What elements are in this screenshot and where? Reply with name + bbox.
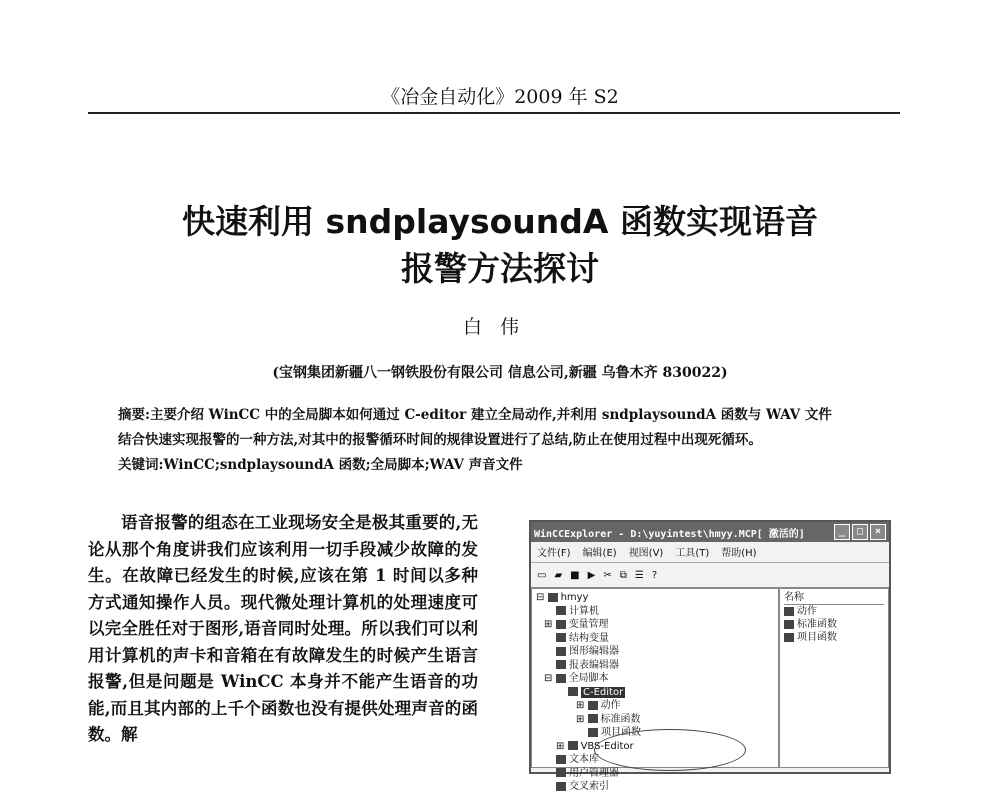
author: 白伟 <box>462 316 537 338</box>
tree-item: 交叉索引 <box>536 780 774 794</box>
window-titlebar <box>531 522 889 542</box>
title-line-1: 快速利用 sndplaysoundA 函数实现语音 <box>182 202 818 241</box>
list-item: 动作 <box>784 605 884 618</box>
new-icon: ▭ <box>537 569 547 581</box>
keywords: 关键词:WinCC;sndplaysoundA 函数;全局脚本;WAV 声音文件 <box>118 457 523 473</box>
play-icon: ▶ <box>587 569 596 581</box>
tree-item: ⊞ 标准函数 <box>576 713 641 725</box>
tree-item: ⊞ VBS-Editor <box>556 740 634 752</box>
window-title: WinCCExplorer - D:\yuyintest\hmyy.MCP[ 激活的] <box>534 528 805 540</box>
tree-item-selected: C-Editor <box>536 686 774 700</box>
tree-item: 计算机 <box>536 605 774 619</box>
figure-wincc-explorer <box>529 520 891 792</box>
header-rule <box>88 112 900 114</box>
menu-view: 视图(V) <box>628 548 664 559</box>
close-icon: × <box>870 524 886 540</box>
menu-edit: 编辑(E) <box>582 548 617 559</box>
list-item: 项目函数 <box>784 631 884 644</box>
journal-header: 《冶金自动化》2009 年 S2 <box>381 86 619 108</box>
abstract-line-2: 结合快速实现报警的一种方法,对其中的报警循环时间的规律设置进行了总结,防止在使用过程中出现死循环。 <box>118 432 762 448</box>
body-text <box>88 510 478 749</box>
cut-icon: ✂ <box>603 569 612 581</box>
tree-item: 结构变量 <box>536 632 774 646</box>
minimize-icon: _ <box>834 524 850 540</box>
list-item: 标准函数 <box>784 618 884 631</box>
tree-item: ⊟ hmyy <box>536 592 589 603</box>
copy-icon: ⧉ <box>619 569 627 581</box>
menu-help: 帮助(H) <box>721 548 757 559</box>
stop-icon: ■ <box>570 569 580 581</box>
tree-item: ⊞ 变量管理 <box>544 619 609 630</box>
maximize-icon: □ <box>852 524 868 540</box>
highlight-oval <box>594 729 746 771</box>
detail-list <box>779 588 889 768</box>
project-tree <box>531 588 779 792</box>
tree-item: 图形编辑器 <box>536 645 774 659</box>
paragraph: 语音报警的组态在工业现场安全是极其重要的,无论从那个角度讲我们应该利用一切手段减少故障的发生。在故障已经发生的时候,应该在第 1 时间以多种方式通知操作人员。现代微处理计算机的处理速度可以完全胜任对于图形,语音同时处理。所以我们可以利用计算机的声卡和音箱在有故障发生的时候产生语言报警,但是问题是 WinCC 本身并不能产生语音的功能,而且其内部的上千个函数也没有提供处理声音的函数。解 <box>88 513 478 744</box>
abstract-line-1: 摘要:主要介绍 WinCC 中的全局脚本如何通过 C-editor 建立全局动作,并利用 sndplaysoundA 函数与 WAV 文件 <box>118 407 832 423</box>
list-header: 名称 <box>784 591 884 605</box>
help-icon: ? <box>651 569 658 581</box>
tree-item: 报表编辑器 <box>536 659 774 673</box>
title-line-2: 报警方法探讨 <box>401 249 599 288</box>
menu-bar <box>531 542 889 563</box>
tree-item: 文本库 <box>536 753 774 767</box>
toolbar <box>531 563 889 588</box>
menu-tools: 工具(T) <box>675 548 710 559</box>
tree-item: ⊞ 动作 <box>576 700 621 711</box>
affiliation: (宝钢集团新疆八一钢铁股份有限公司 信息公司,新疆 乌鲁木齐 830022) <box>272 365 728 381</box>
tree-item: 用户管理器 <box>536 767 774 781</box>
open-icon: ▰ <box>554 569 563 581</box>
list-icon: ☰ <box>634 569 644 581</box>
tree-item: 项目函数 <box>536 726 774 740</box>
tree-item: ⊟ 全局脚本 <box>544 673 609 684</box>
menu-file: 文件(F) <box>537 548 571 559</box>
